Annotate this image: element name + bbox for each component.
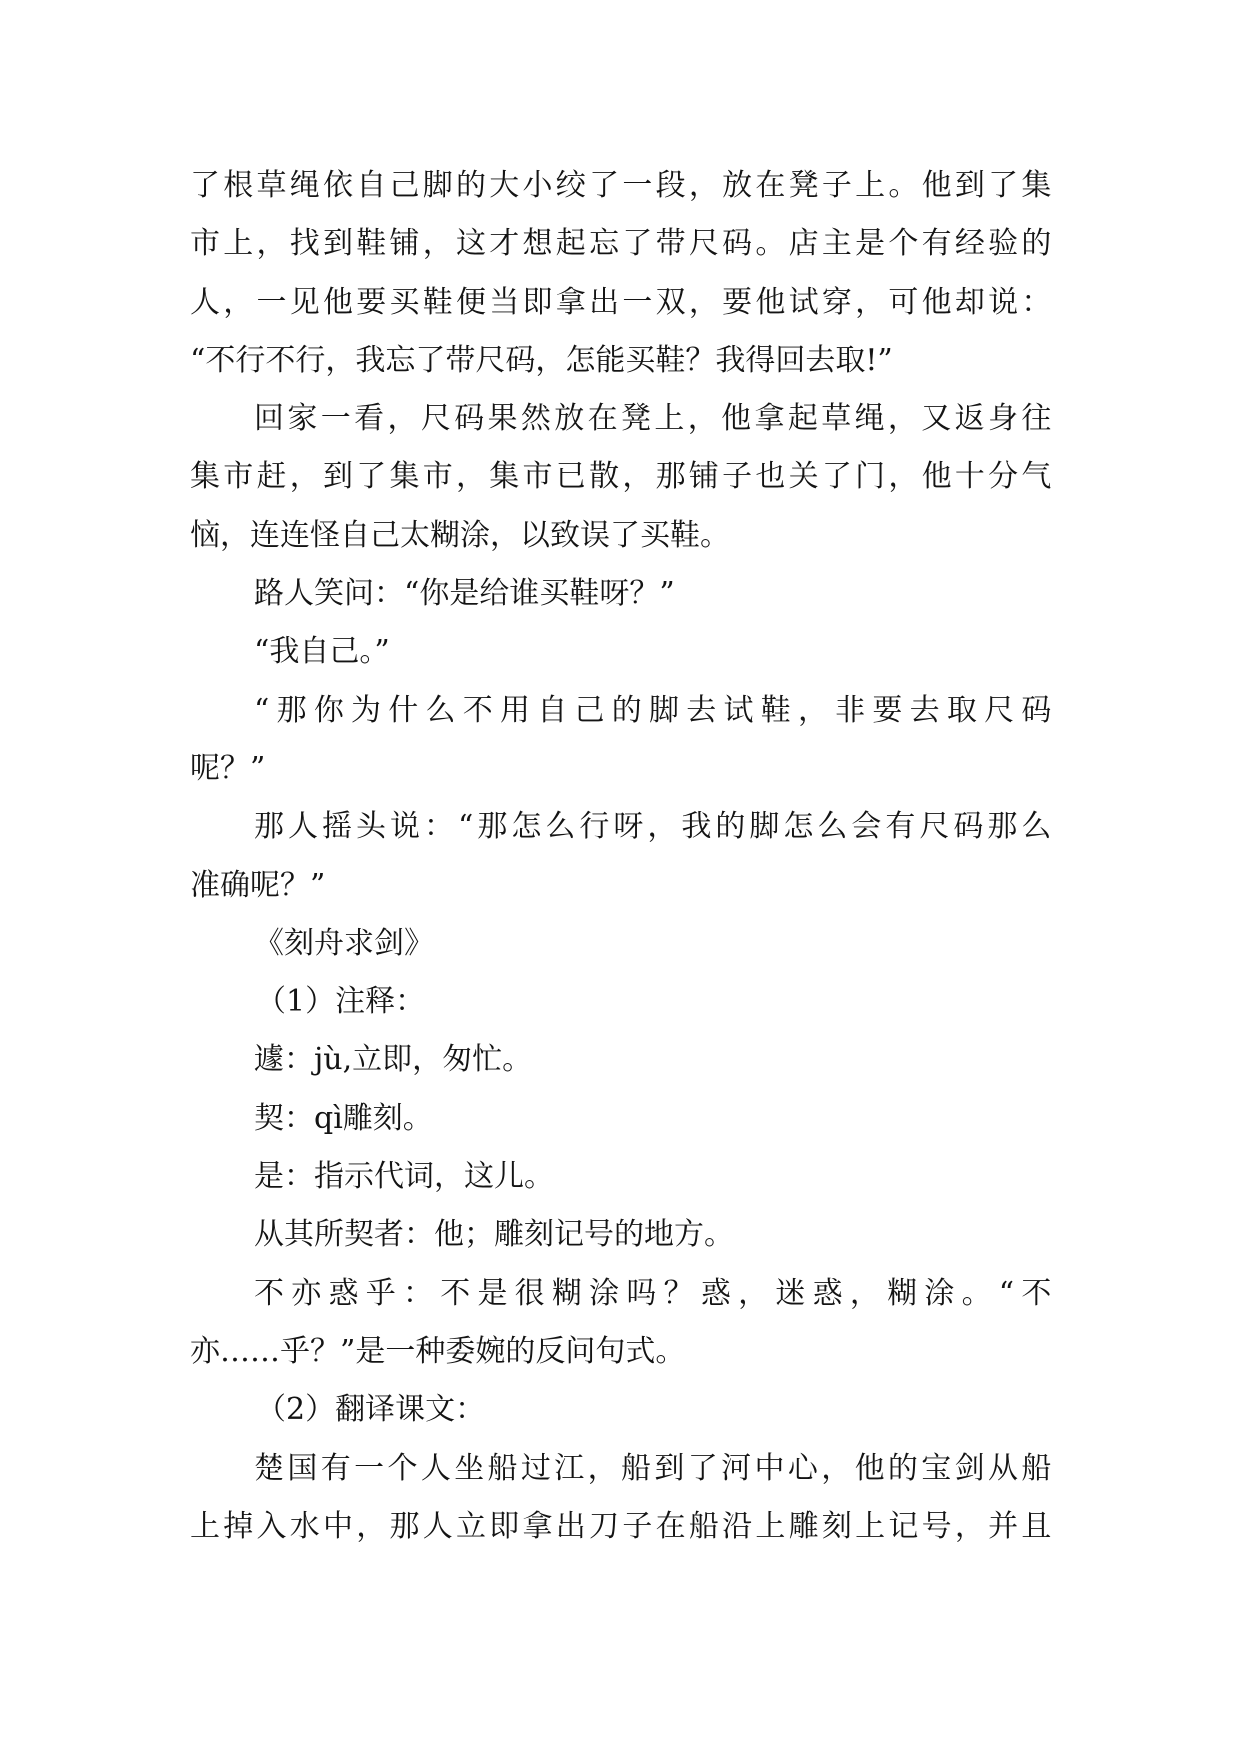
paragraph-line: 市上，找到鞋铺，这才想起忘了带尺码。店主是个有经验的 <box>190 226 1052 262</box>
annotation-line: 不亦惑乎：不是很糊涂吗？惑，迷惑，糊涂。“不 <box>254 1275 1052 1311</box>
paragraph-line: 了根草绳依自己脚的大小绞了一段，放在凳子上。他到了集 <box>190 168 1052 203</box>
annotation-line: 遽：jù,立即，匆忙。 <box>254 1042 533 1078</box>
paragraph-line: 楚国有一个人坐船过江，船到了河中心，他的宝剑从船 <box>254 1450 1052 1486</box>
paragraph-line: 呢？” <box>190 750 266 786</box>
subsection-heading: （1）注释： <box>256 984 426 1020</box>
paragraph-line: “不行不行，我忘了带尺码，怎能买鞋？我得回去取!” <box>190 342 893 378</box>
paragraph-line: 回家一看，尺码果然放在凳上，他拿起草绳，又返身往 <box>254 401 1052 437</box>
paragraph-line: 人，一见他要买鞋便当即拿出一双，要他试穿，可他却说： <box>190 284 1052 320</box>
paragraph-line: “我自己。” <box>254 634 390 670</box>
paragraph-line: 那人摇头说：“那怎么行呀，我的脚怎么会有尺码那么 <box>254 809 1052 845</box>
subsection-heading: （2）翻译课文： <box>256 1392 486 1428</box>
annotation-line: 从其所契者：他；雕刻记号的地方。 <box>254 1217 734 1253</box>
document-body <box>190 157 1052 1556</box>
paragraph-line: 恼，连连怪自己太糊涂，以致误了买鞋。 <box>190 517 730 553</box>
paragraph-line: 路人笑问：“你是给谁买鞋呀？” <box>254 576 675 612</box>
paragraph-line: 集市赶，到了集市，集市已散，那铺子也关了门，他十分气 <box>190 459 1052 495</box>
paragraph-line: 上掉入水中，那人立即拿出刀子在船沿上雕刻上记号，并且 <box>190 1508 1052 1544</box>
section-title: 《刻舟求剑》 <box>254 925 434 961</box>
annotation-line: 是：指示代词，这儿。 <box>254 1159 554 1195</box>
paragraph-line: “那你为什么不用自己的脚去试鞋，非要去取尺码 <box>254 692 1052 728</box>
annotation-line: 亦……乎？”是一种委婉的反问句式。 <box>190 1333 686 1369</box>
annotation-line: 契：qì雕刻。 <box>254 1100 433 1136</box>
paragraph-line: 准确呢？” <box>190 867 326 903</box>
